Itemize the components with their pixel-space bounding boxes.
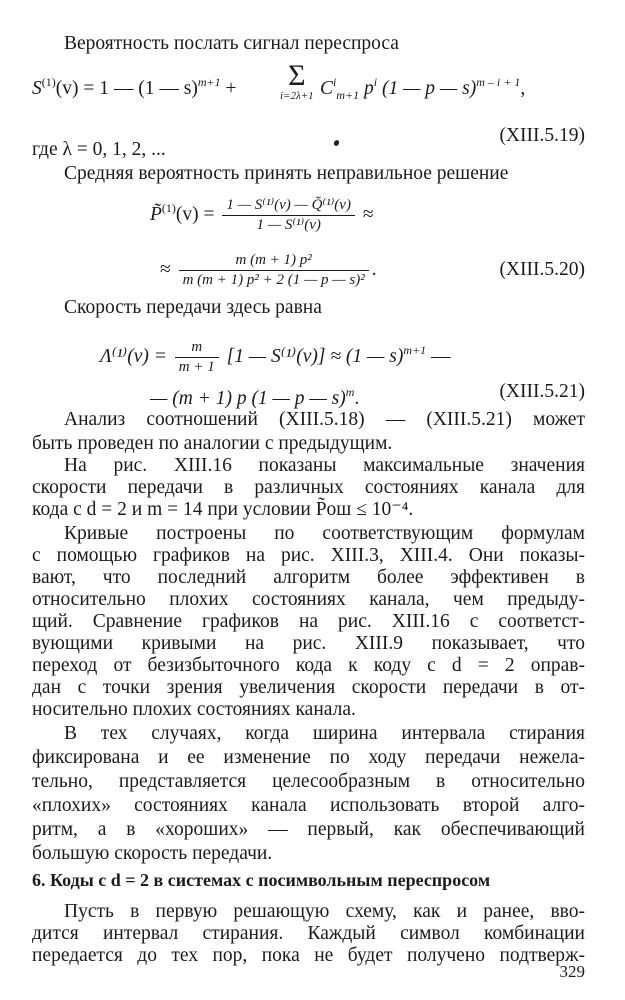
equation-19 <box>32 70 236 101</box>
eq19-c: C <box>320 78 334 99</box>
p3-line-6: вующими кривыми на рис. XIII.9 показывает, что <box>32 633 585 654</box>
eq20-number: (XIII.5.20) <box>499 259 585 280</box>
p3-line-7: переход от безизбыточного кода к коду с d = 2 оправ- <box>32 655 585 676</box>
p2-line-2: скорости передачи в различных состояниях канала для <box>32 477 585 498</box>
intro-line: Вероятность послать сигнал переспроса <box>64 33 399 54</box>
eq19-exp1: m+1 <box>197 75 221 89</box>
eq21-mid-tail: — <box>426 346 451 367</box>
eq19-plus: + <box>225 78 237 99</box>
eq20-fraction2 <box>179 252 369 289</box>
eq19-exp3: m – i + 1 <box>476 75 521 89</box>
eq20-frac2-den: m (m + 1) p² + 2 (1 — p — s)² <box>182 272 365 288</box>
p5-line-3: передается до тех пор, пока не будет получено подтверж- <box>32 945 585 966</box>
speed-line: Скорость передачи здесь равна <box>64 297 322 318</box>
where-line: где λ = 0, 1, 2, ... <box>32 139 166 160</box>
sum-sign: Σ <box>288 59 306 92</box>
equation-21-line2 <box>150 380 359 411</box>
eq19-c-sup: i <box>333 75 337 89</box>
p3-line-2: с помощью графиков на рис. XIII.3, XIII.4. Они показы- <box>32 545 585 566</box>
p3-line-3: вают, что последний алгоритм более эффективен в <box>32 567 585 588</box>
avg-line: Средняя вероятность принять неправильное решение <box>64 163 509 184</box>
p4-line-3: тельно, представляется целесообразным в относительно <box>32 771 585 792</box>
equation-19-right <box>320 70 525 107</box>
eq21-number: (XIII.5.21) <box>499 381 585 402</box>
p3-line-9: носительно плохих состояниях канала. <box>32 699 356 720</box>
eq20-frac2-num: m (m + 1) p² <box>179 252 369 271</box>
equation-21-line1 <box>100 338 450 376</box>
page-number: 329 <box>559 962 585 981</box>
eq21-mid: [1 — S⁽¹⁾(v)] ≈ (1 — s) <box>226 346 404 367</box>
equation-20-line2 <box>160 252 377 289</box>
p1-line-1: Анализ соотношений (XIII.5.18) — (XIII.5.21) может <box>64 409 585 430</box>
eq21-fraction <box>175 339 219 376</box>
eq19-lhs-arg: (v) <box>55 78 79 99</box>
p4-line-4: «плохих» состояниях канала использовать второй алго- <box>32 795 585 816</box>
eq19-p: p <box>364 78 374 99</box>
sum-lower-limit: i=2λ+1 <box>280 90 314 102</box>
p2-line-1: На рис. XIII.16 показаны максимальные значения <box>64 455 585 476</box>
p5-line-2: дится интервал стирания. Каждый символ комбинации <box>32 923 585 944</box>
p3-line-5: щий. Сравнение графиков на рис. XIII.16 с соответст- <box>32 611 585 632</box>
eq20-approx1: ≈ <box>362 204 374 225</box>
eq19-number: (XIII.5.19) <box>499 125 585 146</box>
p3-line-1: Кривые построены по соответствующим формулам <box>64 523 585 544</box>
p5-line-1: Пусть в первую решающую схему, как и ранее, вво- <box>64 901 585 922</box>
eq19-body3: (1 — p — s) <box>381 78 477 99</box>
ink-mark <box>333 139 340 147</box>
p3-line-4: относительно плохих состояниях канала, чем предыду- <box>32 589 585 610</box>
eq20-dot: . <box>371 258 377 280</box>
section-heading: 6. Коды с d = 2 в системах с посимвольным переспросом <box>32 870 491 890</box>
eq20-frac1-num: 1 — S⁽¹⁾(v) — Q̃⁽¹⁾(v) <box>222 197 355 216</box>
eq21-lhs: Λ⁽¹⁾(v) = <box>100 346 167 367</box>
eq20-lhs-sup: (1) <box>161 201 176 215</box>
eq21-line2: — (m + 1) p (1 — p — s) <box>150 388 346 409</box>
eq20-fraction1 <box>222 197 355 234</box>
eq21-frac-den: m + 1 <box>178 359 215 376</box>
p2-line-3: кода с d = 2 и m = 14 при условии P̃ош ≤ 10⁻⁴. <box>32 499 414 520</box>
eq21-line2-tail: . <box>354 388 360 409</box>
eq20-frac1-den: 1 — S⁽¹⁾(v) <box>256 217 321 234</box>
eq19-p-sup: i <box>373 75 378 89</box>
eq20-lhs-arg: (v) = <box>175 204 215 225</box>
eq19-c-sub: m+1 <box>336 88 360 102</box>
eq19-lhs-sup: (1) <box>41 75 56 89</box>
p3-line-8: дан с точки зрения увеличения скорости передачи в от- <box>32 677 585 698</box>
p1-line-2: быть проведен по аналогии с предыдущим. <box>32 433 393 454</box>
eq21-mid-exp: m+1 <box>403 343 427 357</box>
eq19-tail: , <box>520 78 526 99</box>
eq19-sum <box>280 59 314 102</box>
eq21-frac-num: m <box>175 339 219 358</box>
eq19-body1: = 1 — (1 — s) <box>83 78 198 99</box>
p4-line-1: В тех случаях, когда ширина интервала стирания <box>64 723 585 744</box>
p4-line-6: большую скорость передачи. <box>32 843 273 864</box>
eq19-lhs: S <box>32 78 42 99</box>
equation-20-line1 <box>150 196 374 234</box>
eq21-line2-exp: m <box>345 385 355 399</box>
eq20-approx2: ≈ <box>160 258 171 280</box>
p4-line-5: ритм, а в «хороших» — первый, как обеспечивающий <box>32 819 585 840</box>
eq20-lhs: P̃ <box>150 204 162 225</box>
p4-line-2: фиксирована и ее изменение по ходу передачи нежела- <box>32 747 585 768</box>
